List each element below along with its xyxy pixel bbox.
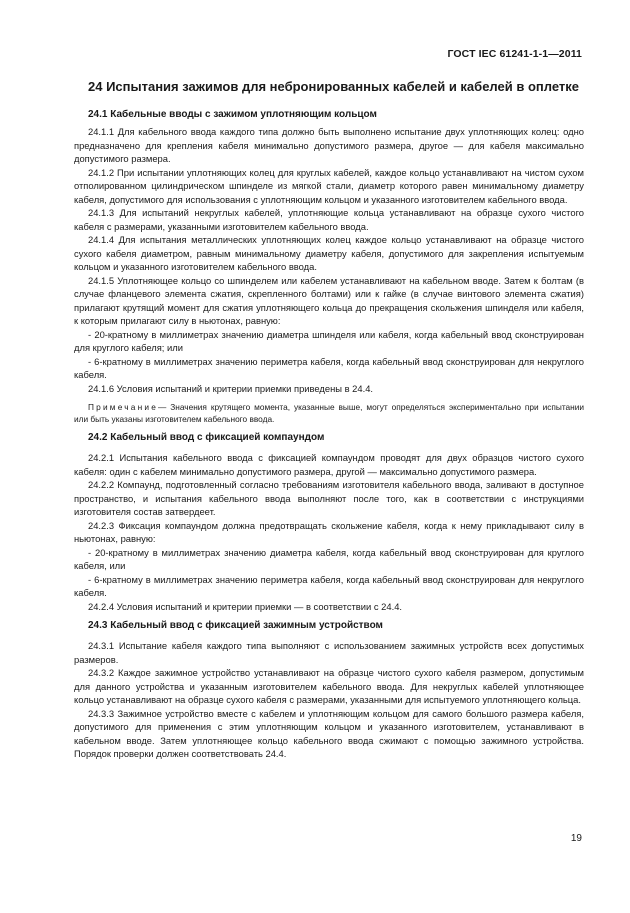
paragraph-24-2-2: 24.2.2 Компаунд, подготовленный согласно требованиям изготовителя кабельного ввода, заливают в доступное пространство, и испытания кабельного ввода выполняют после того, как в соответствии с инструкциями изготовителя состав затвердеет. — [74, 479, 584, 517]
paragraph-24-1-3: 24.1.3 Для испытаний некруглых кабелей, уплотняющие кольца устанавливают на образце сухого чистого кабеля с размерами, указанными изготовителем кабельного ввода. — [74, 207, 584, 232]
paragraph-24-1-4: 24.1.4 Для испытания металлических уплотняющих колец каждое кольцо устанавливают на образце чистого сухого кабеля диаметром, равным минимальному диаметру кабеля, допустимого для закрепления испытуемым кольцом и указанного изготовителем кабельного ввода. — [74, 234, 584, 272]
paragraph-24-3-1: 24.3.1 Испытание кабеля каждого типа выполняют с использованием зажимных устройств всех допустимых размеров. — [74, 640, 584, 665]
paragraph-24-1-6: 24.1.6 Условия испытаний и критерии приемки приведены в 24.4. — [88, 382, 374, 394]
list-item: - 20-кратному в миллиметрах значению диаметра шпинделя или кабеля, когда кабельный ввод сконструирован для круглого кабеля; или — [74, 328, 584, 353]
page-number: 19 — [570, 833, 582, 844]
paragraph-24-1-2: 24.1.2 При испытании уплотняющих колец для круглых кабелей, каждое кольцо устанавливают на чистом сухом отполированном цилиндрическом шпинделе из мягкой стали, диаметр которого равен минимальному диаметру кабеля, допустимого для использования с уплотняющим кольцом и указанного изготовителем кабельного ввода. — [74, 166, 584, 205]
note-text: — Значения крутящего момента, указанные выше, могут определяться экспериментально при испытании или быть указаны изготовителем кабельного ввода. — [74, 402, 584, 424]
subsection-heading-24-1: 24.1 Кабельные вводы с зажимом уплотняющим кольцом — [88, 109, 377, 120]
paragraph-24-2-4: 24.2.4 Условия испытаний и критерии приемки — в соответствии с 24.4. — [88, 600, 403, 612]
paragraph-24-3-3: 24.3.3 Зажимное устройство вместе с кабелем и уплотняющим кольцом для самого большого размера кабеля, допустимого для применения с этим уплотняющим кольцом и указанного изготовителем, устанавливают в кабельном вводе. Затем уплотняющее кольцо кабельного ввода сжимают с помощью зажимного устройства. Порядок проверки должен соответствовать 24.4. — [74, 707, 584, 759]
standard-designation: ГОСТ IEC 61241-1-1—2011 — [447, 48, 582, 60]
list-item: - 6-кратному в миллиметрах значению периметра кабеля, когда кабельный ввод сконструирован для некруглого кабеля. — [74, 355, 584, 380]
note — [74, 401, 584, 425]
subsection-heading-24-3: 24.3 Кабельный ввод с фиксацией зажимным устройством — [88, 620, 383, 631]
paragraph-24-1-5: 24.1.5 Уплотняющее кольцо со шпинделем или кабелем устанавливают на кабельном вводе. Затем к болтам (в случае фланцевого элемента сжатия, скрепленного болтами) или к гайке (в случае винтового элемента сжатия) прилагают крутящий момент для сжатия уплотняющего кольца до прекращения скольжения шпинделя или кабеля, к которым прилагают силу в ньютонах, равную: — [74, 274, 584, 326]
list-item: - 20-кратному в миллиметрах значению диаметра кабеля, когда кабельный ввод сконструирован для круглого кабеля, или — [74, 546, 584, 571]
paragraph-24-1-1: 24.1.1 Для кабельного ввода каждого типа должно быть выполнено испытание двух уплотняющих колец: одно предназначено для крепления кабеля минимально допустимого размера, другое — для кабеля максимально допустимого размера. — [74, 126, 584, 164]
paragraph-24-3-2: 24.3.2 Каждое зажимное устройство устанавливают на образце чистого сухого кабеля размером, допустимым для данного устройства и указанным изготовителем кабельного ввода. Для некруглых кабелей уплотняющее кольцо устанавливают на образце сухого кабеля с размерами, указанными для испытуемого уплотняющего кольца. — [74, 667, 584, 705]
page-content — [74, 78, 584, 761]
list-item: - 6-кратному в миллиметрах значению периметра кабеля, когда кабельный ввод сконструирован для некруглого кабеля. — [74, 573, 584, 598]
subsection-heading-24-2: 24.2 Кабельный ввод с фиксацией компаундом — [88, 432, 325, 443]
section-title: 24 Испытания зажимов для небронированных кабелей и кабелей в оплетке — [88, 79, 579, 94]
note-label: Примечание — [88, 402, 159, 412]
paragraph-24-2-1: 24.2.1 Испытания кабельного ввода с фиксацией компаундом проводят для двух образцов чистого сухого кабеля: один с кабелем минимально допустимого размера, другой — максимально допустимого размера. — [74, 452, 584, 477]
paragraph-24-2-3: 24.2.3 Фиксация компаундом должна предотвращать скольжение кабеля, когда к нему прикладывают силу в ньютонах, равную: — [74, 519, 584, 544]
